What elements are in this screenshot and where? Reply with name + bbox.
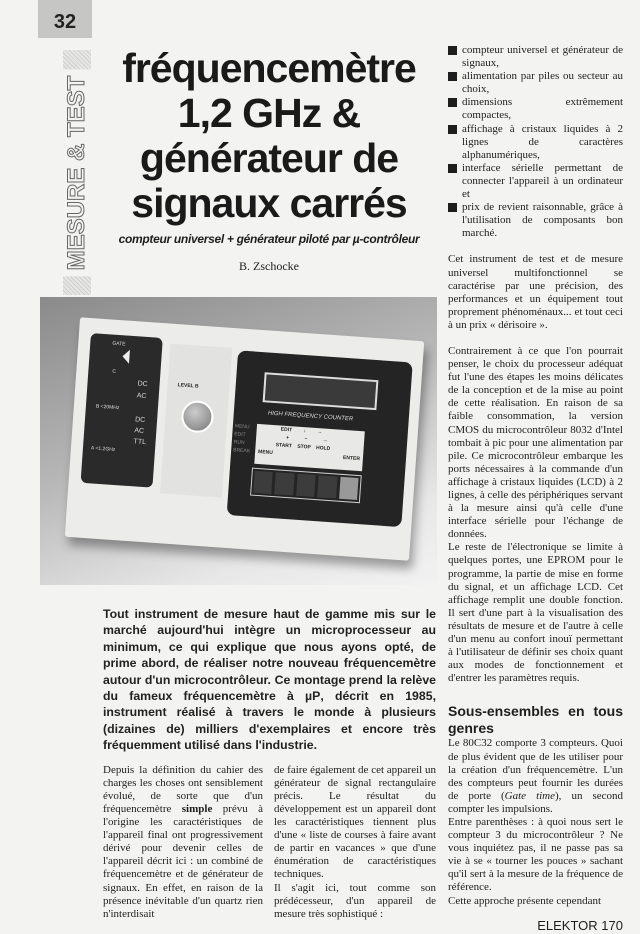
body-column-1 [103,764,263,921]
title-line: 1,2 GHz & [177,90,361,136]
level-panel [160,344,232,498]
article-title [122,46,416,226]
body-column-3 [448,44,623,933]
input-panel [81,333,163,488]
feature-list [448,44,623,240]
gate-label: GATE [112,340,126,348]
body-paragraph: Cette approche présente cependant [448,894,602,907]
title-line: générateur de [139,135,399,181]
mode-label: BREAK [232,447,251,455]
feature-item: affichage à cristaux liquides à 2 lignes de caractères alphanumériques, [448,123,623,162]
feature-item: interface sérielle permettant de connecter l'appareil à un ordinateur et [448,162,623,201]
body-paragraph: Il s'agit ici, tout comme son prédécesseur, d'un appareil de mesure très sophistiqué : [274,881,436,920]
lcd-display [263,372,379,410]
coupling-b-ttl: TTL [133,438,147,447]
body-text: ), un second compter les impulsions. [448,789,623,815]
mode-label: EDIT [234,431,246,439]
key-plus: + [285,434,290,442]
keypad [250,468,362,504]
article-header [96,46,442,274]
level-label: LEVEL B [177,382,199,390]
body-columns [103,764,436,921]
article-subtitle: compteur universel + générateur piloté par µ-contrôleur [118,232,420,246]
body-bold: simple [181,802,213,815]
lower-article-block [103,606,436,921]
mode-label: RUN [233,439,245,447]
key-start: START [275,442,293,450]
key-enter: ENTER [342,454,361,463]
body-text: prévu à l'origine les caractéristiques de l'appareil final ont progressivement dérivé pour devenir celles de l'appareil décrit ici : un combiné de fréquencemètre et de générateur de signaux. En effet, en raison de la présence inévitable d'un quartz rien n'interdisait [103,802,263,920]
key-legend [254,424,365,471]
keypad-button [253,471,273,494]
gate-arrow-icon [115,349,130,364]
intro-text: , décrit en 1985, instrument réalisé à travers le monde à plusieurs (dizaines de) milliers d'exemplaires et encore très fréquemment utilisé dans l'industrie. [103,689,436,753]
body-paragraph: Contrairement à ce que l'on pourrait penser, le choix du processeur adéquat fut l'une des étapes les moins délicates de la conception et de la mise au point de cette réalisation. En raison de sa faible consommation, la version CMOS du microcontrôleur 8032 d'Intel tombait à pic pour une alimentation par pile. Ce microcontrôleur embarque les ports nécessaires à la commande d'un affichage à cristaux liquides (LCD) à 2 lignes, à celle des périphériques servant à la mesure ainsi qu'à celle d'une interface sérielle pour l'échange de données. [448,344,623,541]
feature-item: prix de revient raisonnable, grâce à l'utilisation de composants bon marché. [448,201,623,240]
key-hold: HOLD [315,445,331,452]
device-photo [40,297,437,585]
coupling-b-ac: AC [134,427,145,435]
keypad-button [275,472,295,495]
display-panel [227,350,413,527]
coupling-c-ac: AC [136,392,147,401]
key-stop: STOP [297,443,311,451]
keypad-button [317,475,337,498]
title-line: signaux carrés [131,180,407,226]
mode-labels [233,422,252,455]
key-right2: → [322,437,328,444]
input-a-label: A <1.2GHz [90,445,116,454]
level-knob [180,400,214,434]
keypad-button [296,474,316,497]
body-paragraph: Entre parenthèses : à quoi nous sert le compteur 3 du microcontrôleur ? Ne vous inquiétez pas, il ne passe pas sa vie à se « tourner les pouces » sachant qu'il sert à la mesure de la fréquence de référence. [448,815,623,894]
intro-text: Tout instrument de mesure haut de gamme mis sur le marché aujourd'hui intègre un microprocesseur au minimum, ce qui explique que nous ayons opté, de prime abord, de réaliser notre nouveau fréquencemètre autour d'un microcontrôleur. Ce montage prend la relève du fameux [103,607,436,704]
section-heading: Sous-ensembles en tous genres [448,703,623,737]
feature-item: compteur universel et générateur de signaux, [448,44,623,70]
key-menu: MENU [257,448,274,457]
feature-item: dimensions extrêmement compactes, [448,96,623,122]
body-text: Depuis la définition du cahier des charges les choses ont sensiblement évolué, de sorte que d'un fréquencemètre [103,763,263,815]
key-right: → [317,429,323,436]
title-line: fréquencemètre [122,45,416,91]
body-italic: Gate time [504,789,556,802]
body-column-2 [274,764,436,921]
body-paragraph: de faire également de cet appareil un générateur de signal rectangulaire précis. Le résultat du développement est un appareil dont les caractéristiques tiennent plus d'une « liste de courses à faire avant de partir en vacances » que d'une énumération de caractéristiques techniques. [274,763,436,881]
key-minus: − [304,436,308,443]
footer-issue: ELEKTOR 170 [537,917,623,933]
coupling-b-dc: DC [134,416,146,425]
input-b-label: B <20MHz [95,403,120,412]
device-body [65,317,425,561]
key-down: ↓ [303,428,307,435]
author: B. Zschocke [239,259,299,273]
body-paragraph [448,737,623,816]
body-paragraph: Le reste de l'électronique se limite à quelques portes, une EPROM pour le programme, la partie de mise en forme du signal, et un affichage LCD. Cet affichage remplit une double fonction. Il sert d'une part à la visualisation des résultats de mesure et de l'autre à celle d'un menu au confort inouï permettant à l'utilisateur de définir ses choix quant aux modes de fonctionnement et d'entrer les paramètres requis. [448,541,623,685]
feature-item: alimentation par piles ou secteur au choix, [448,70,623,96]
keypad-button [339,477,359,500]
body-paragraph: Cet instrument de test et de mesure universel multifonctionnel se caractérise par une précision, des performances et un équipement tout proprement phénoménaux... et tout ceci à un prix « dérisoire ». [448,253,623,331]
section-banner-label: MESURE & TEST [63,69,91,276]
intro-paragraph [103,606,436,754]
body-text: Le 80C32 comporte 3 compteurs. Quoi de plus évident que de les utiliser pour la création d'un fréquencemètre. L'un des compteurs peut fournir les durées de porte ( [448,737,623,802]
section-banner [63,50,91,295]
intro-bold: fréquencemètre à µP [183,689,321,704]
device-name-label: HIGH FREQUENCY COUNTER [267,410,354,423]
key-edit: EDIT [280,426,293,434]
input-c-label: C [112,368,117,375]
page-number: 32 [38,0,92,38]
mode-label: MENU [234,423,250,431]
coupling-c-dc: DC [137,380,148,389]
